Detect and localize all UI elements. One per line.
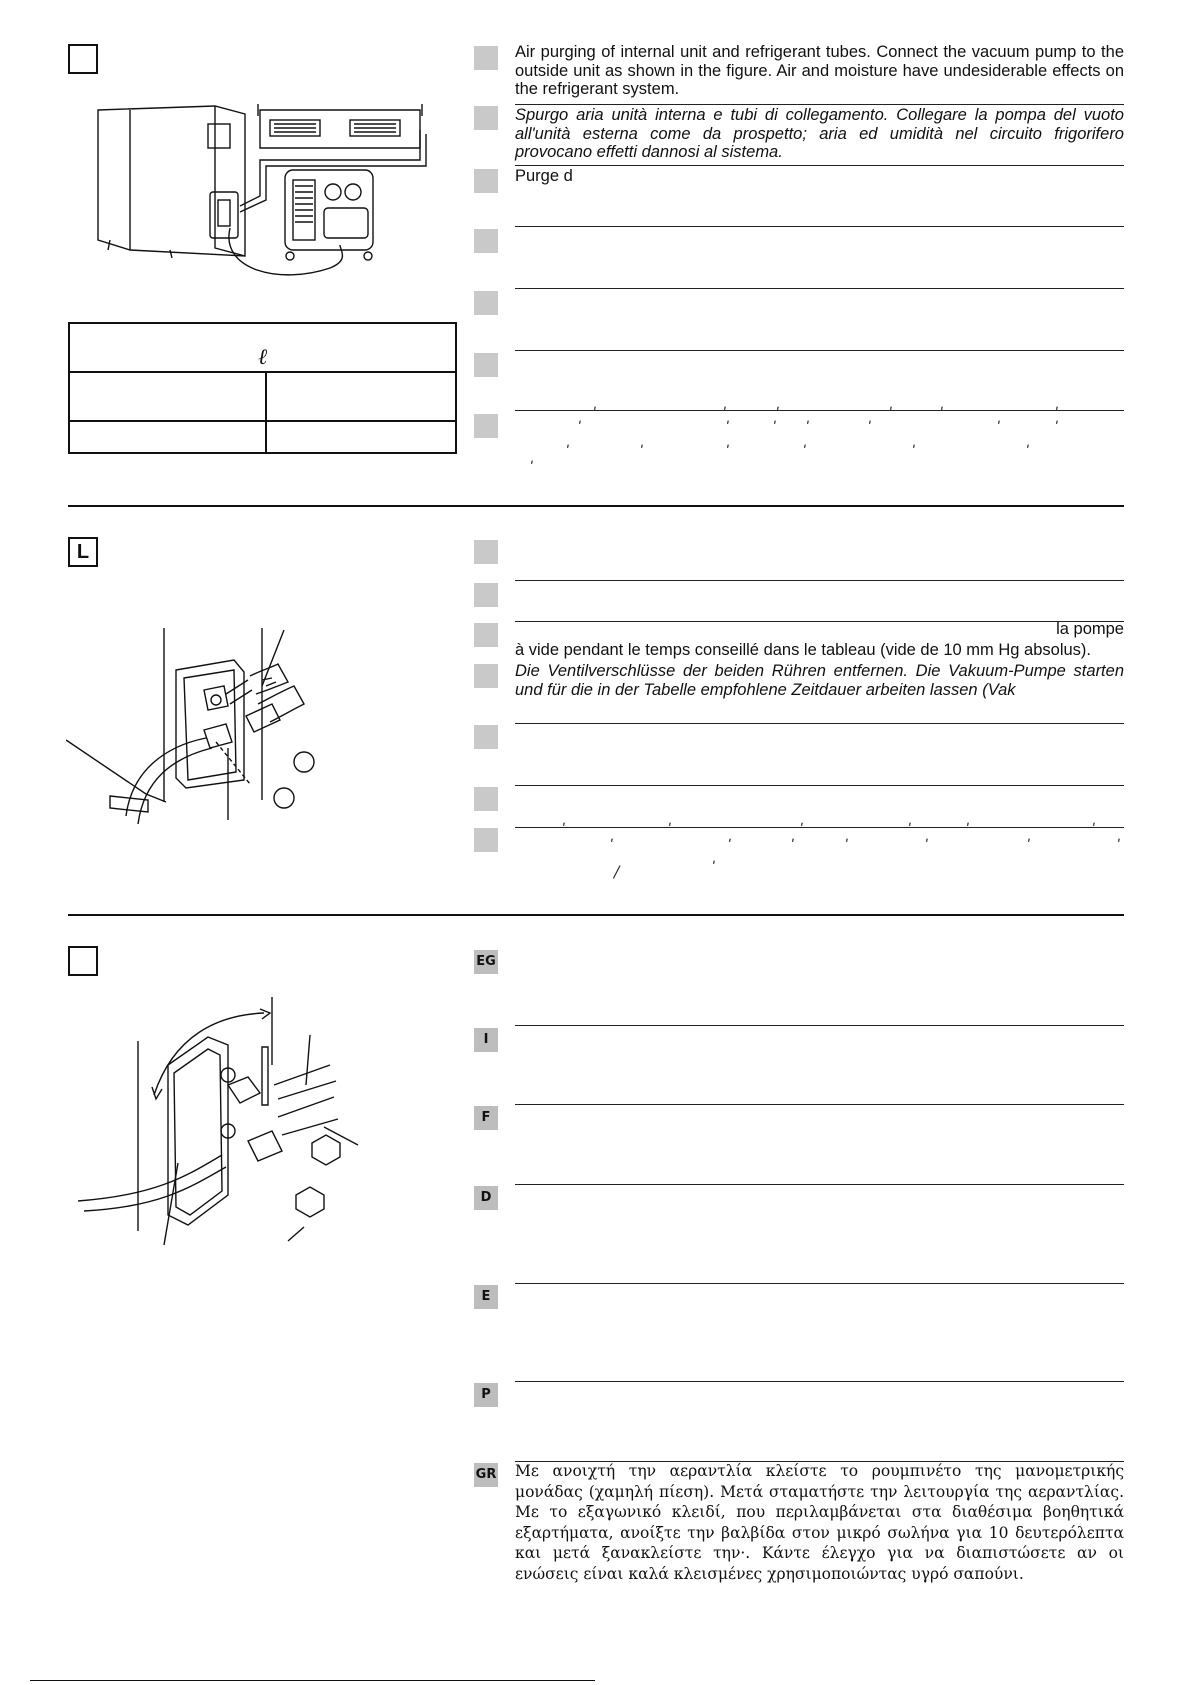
divider — [515, 350, 1124, 351]
language-badge-p: P — [474, 1383, 498, 1407]
instruction-fr: à vide pendant le temps conseillé dans le tableau (vide de 10 mm Hg absolus). — [515, 641, 1092, 659]
footer-rule — [30, 1680, 595, 1681]
divider — [515, 165, 1124, 166]
divider — [515, 410, 1124, 411]
section-marker-3 — [68, 946, 98, 976]
instruction-gr: Με ανοιχτή την αεραντλία κλείστε το ρουμπινέτο της μανομετρικής μονάδας (χαμηλή πίεση). Μετά σταματήστε την λειτουργία της αεραντλίας. Με το εξαγωνικό κλειδί, που περιλαμβάνεται στα διαθέσιμα βοηθητικά εξαρτήματα, ανοίξτε την βαλβίδα στον μικρό σωλήνα για 10 δευτερόλεπτα και μετά ξανακλείστε την·. Κάντε έλεγχο για να διαπιστώσετε αν οι ενώσεις είναι καλά κλεισμένες χρησιμοποιώντας υγρό σαπούνι. — [515, 1462, 1124, 1583]
divider — [515, 785, 1124, 786]
divider — [515, 1104, 1124, 1105]
divider — [515, 580, 1124, 581]
language-badge-f: F — [474, 1106, 498, 1130]
instruction-de: Die Ventilverschlüsse der beiden Rühren entfernen. Die Vakuum-Pumpe starten und für die in der Tabelle empfohlene Zeitdauer arbeiten lassen (Vak — [515, 662, 1124, 699]
spec-table-cell — [69, 421, 266, 454]
language-badge — [474, 664, 498, 688]
language-badge-e: E — [474, 1285, 498, 1309]
language-badge — [474, 229, 498, 253]
language-badge — [474, 623, 498, 647]
language-badge — [474, 414, 498, 438]
divider — [515, 1283, 1124, 1284]
instruction-fr: Purge d — [515, 167, 573, 185]
divider — [515, 1025, 1124, 1026]
language-badge — [474, 46, 498, 70]
language-badge-eg: EG — [474, 950, 498, 974]
language-badge — [474, 725, 498, 749]
language-badge — [474, 106, 498, 130]
valve-opening-illustration — [78, 995, 368, 1255]
language-badge-i: I — [474, 1028, 498, 1052]
valve-caps-removal-illustration — [66, 620, 366, 830]
spec-table-header — [69, 323, 456, 372]
vacuum-pump-connection-illustration — [90, 100, 450, 300]
section-marker-1 — [68, 44, 98, 74]
section-separator — [68, 914, 1124, 916]
spec-table-cell — [69, 372, 266, 421]
section-marker-2: L — [68, 537, 98, 567]
liter-symbol: ℓ — [258, 345, 268, 370]
divider — [515, 1381, 1124, 1382]
language-badge — [474, 291, 498, 315]
language-badge-gr: GR — [474, 1463, 498, 1487]
section-separator — [68, 505, 1124, 507]
language-badge — [474, 169, 498, 193]
divider — [515, 226, 1124, 227]
language-badge — [474, 787, 498, 811]
divider — [515, 827, 1124, 828]
language-badge-d: D — [474, 1186, 498, 1210]
spec-table-cell — [266, 421, 456, 454]
instruction-fr-end: la pompe — [1056, 620, 1124, 638]
language-badge — [474, 353, 498, 377]
divider — [515, 288, 1124, 289]
language-badge — [474, 583, 498, 607]
divider — [515, 723, 1124, 724]
divider — [515, 104, 1124, 105]
language-badge — [474, 828, 498, 852]
spec-table-cell — [266, 372, 456, 421]
spec-table — [68, 322, 457, 454]
instruction-it: Spurgo aria unità interna e tubi di collegamento. Collegare la pompa del vuoto all'unità esterna come da prospetto; aria ed umidità nel circuito frigorifero provocano effetti dannosi al sistema. — [515, 106, 1124, 161]
divider — [515, 1184, 1124, 1185]
language-badge — [474, 540, 498, 564]
instruction-en: Air purging of internal unit and refrigerant tubes. Connect the vacuum pump to the outside unit as shown in the figure. Air and moisture have undesiderable effects on the refrigerant system. — [515, 43, 1124, 98]
